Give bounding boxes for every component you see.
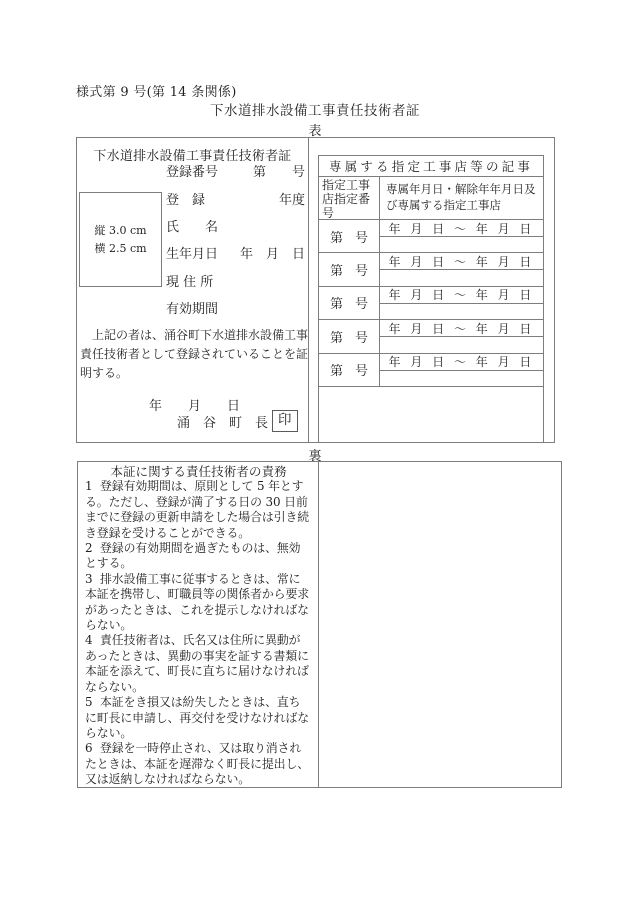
table-row xyxy=(319,354,543,387)
shop-number-cell xyxy=(319,320,380,352)
period-cell xyxy=(380,220,543,252)
duty-item-3 xyxy=(85,572,312,634)
period-dates: 年 月 日 ～ 年 月 日 xyxy=(380,354,543,371)
column-header-period-shop: 専属年月日・解除年年月日及び専属する指定工事店 xyxy=(386,182,536,212)
shop-number-cell xyxy=(319,287,380,319)
duty-item-4 xyxy=(85,633,312,695)
period-cell xyxy=(380,287,543,319)
certificate-fields xyxy=(166,157,305,321)
duty-text: 登録有効期間は、原則として 5 年とする。ただし、登録が満了する日の 30 日前までに登録の更新申請をした場合は引き続き登録を受けることができる。 xyxy=(85,479,310,540)
duty-number: 4 xyxy=(85,633,93,648)
number-prefix: 第 xyxy=(330,330,344,346)
number-prefix: 第 xyxy=(330,230,344,246)
field-birthdate xyxy=(166,239,305,266)
field-label: 現 住 所 xyxy=(166,274,214,290)
issue-date-line: 年 月 日 xyxy=(149,399,241,414)
photo-size-width: 横 2.5 cm xyxy=(94,241,147,255)
document-title: 下水道排水設備工事責任技術者証 xyxy=(210,103,420,119)
front-side-label: 表 xyxy=(308,124,322,139)
number-suffix: 号 xyxy=(354,230,368,246)
field-valid-period xyxy=(166,294,305,321)
period-cell xyxy=(380,320,543,352)
field-name xyxy=(166,212,305,239)
number-prefix: 第 xyxy=(330,297,344,313)
mayor-signature-line xyxy=(177,410,298,432)
designated-shop-table xyxy=(318,155,544,443)
table-title: 専属する指定工事店等の記事 xyxy=(319,156,543,177)
photo-size-height: 縦 3.0 cm xyxy=(94,223,147,237)
number-prefix: 第 xyxy=(330,364,344,380)
period-cell xyxy=(380,253,543,285)
duties-empty-column xyxy=(319,462,561,787)
duty-text: 排水設備工事に従事するときは、常に本証を携帯し、町職員等の関係者から要求があったときは、これを提示しなければならない。 xyxy=(85,571,310,633)
number-suffix: 号 xyxy=(354,364,368,380)
field-label: 登 録 xyxy=(166,192,206,208)
duty-item-2 xyxy=(85,541,312,572)
table-empty-area xyxy=(319,387,543,442)
field-label: 登録番号 xyxy=(166,165,219,181)
duty-item-1 xyxy=(85,479,312,541)
period-blank xyxy=(380,304,543,319)
period-dates: 年 月 日 ～ 年 月 日 xyxy=(380,253,543,270)
table-row xyxy=(319,253,543,286)
column-header-shop-number: 指定工事店指定番号 xyxy=(319,177,380,219)
duties-text-column xyxy=(78,462,319,787)
duty-number: 1 xyxy=(85,479,93,494)
duty-number: 5 xyxy=(85,695,93,710)
period-blank xyxy=(380,337,543,352)
form-number: 様式第 9 号(第 14 条関係) xyxy=(76,85,237,100)
number-suffix: 号 xyxy=(354,297,368,313)
field-address xyxy=(166,267,305,294)
shop-number-cell xyxy=(319,253,380,285)
photo-placeholder-box xyxy=(79,192,162,287)
period-blank xyxy=(380,270,543,285)
duty-number: 6 xyxy=(85,741,93,756)
field-registration-number xyxy=(166,157,305,184)
field-value: 年 月 日 xyxy=(239,247,305,263)
field-value: 年度 xyxy=(278,192,305,208)
period-blank xyxy=(380,371,543,386)
mayor-title: 涌 谷 町 長 xyxy=(177,415,269,431)
back-side-label: 裏 xyxy=(308,449,322,464)
certification-statement: 上記の者は、涌谷町下水道排水設備工事責任技術者として登録されていることを証明する。 xyxy=(80,328,309,380)
field-label: 氏 名 xyxy=(166,219,219,235)
number-suffix: 号 xyxy=(354,330,368,346)
period-blank xyxy=(380,237,543,252)
table-row xyxy=(319,220,543,253)
duty-text: 本証をき損又は紛失したときは、直ちに町長に申請し、再交付を受けなければならない。 xyxy=(85,695,310,740)
back-duties-box xyxy=(77,461,562,788)
duties-title: 本証に関する責任技術者の責務 xyxy=(110,464,287,479)
period-cell xyxy=(380,354,543,386)
duty-text: 登録の有効期間を過ぎたものは、無効とする。 xyxy=(85,541,301,571)
number-prefix: 第 xyxy=(330,264,344,280)
period-dates: 年 月 日 ～ 年 月 日 xyxy=(380,220,543,237)
certificate-card-title: 下水道排水設備工事責任技術者証 xyxy=(93,149,292,164)
table-row xyxy=(319,287,543,320)
number-suffix: 号 xyxy=(354,264,368,280)
duty-number: 2 xyxy=(85,541,93,556)
certificate-card xyxy=(77,138,309,442)
field-registration-year xyxy=(166,184,305,211)
table-row xyxy=(319,320,543,353)
period-dates: 年 月 日 ～ 年 月 日 xyxy=(380,287,543,304)
shop-number-cell xyxy=(319,354,380,386)
front-certificate-box xyxy=(76,137,555,443)
duty-text: 責任技術者は、氏名又は住所に異動があったときは、異動の事実を証する書類に本証を添えて、町長に直ちに届けなければならない。 xyxy=(85,633,309,694)
duty-number: 3 xyxy=(85,571,93,586)
shop-number-cell xyxy=(319,220,380,252)
duty-text: 登録を一時停止され、又は取り消されたときは、本証を遅滞なく町長に提出し、又は返納しなければならない。 xyxy=(85,741,310,787)
table-header-row xyxy=(319,177,543,220)
field-value: 第 号 xyxy=(252,165,305,181)
field-label: 有効期間 xyxy=(166,302,219,318)
field-label: 生年月日 xyxy=(166,247,219,263)
duty-item-6 xyxy=(85,741,312,787)
period-dates: 年 月 日 ～ 年 月 日 xyxy=(380,320,543,337)
official-seal-box: 印 xyxy=(272,410,298,432)
duty-item-5 xyxy=(85,695,312,741)
